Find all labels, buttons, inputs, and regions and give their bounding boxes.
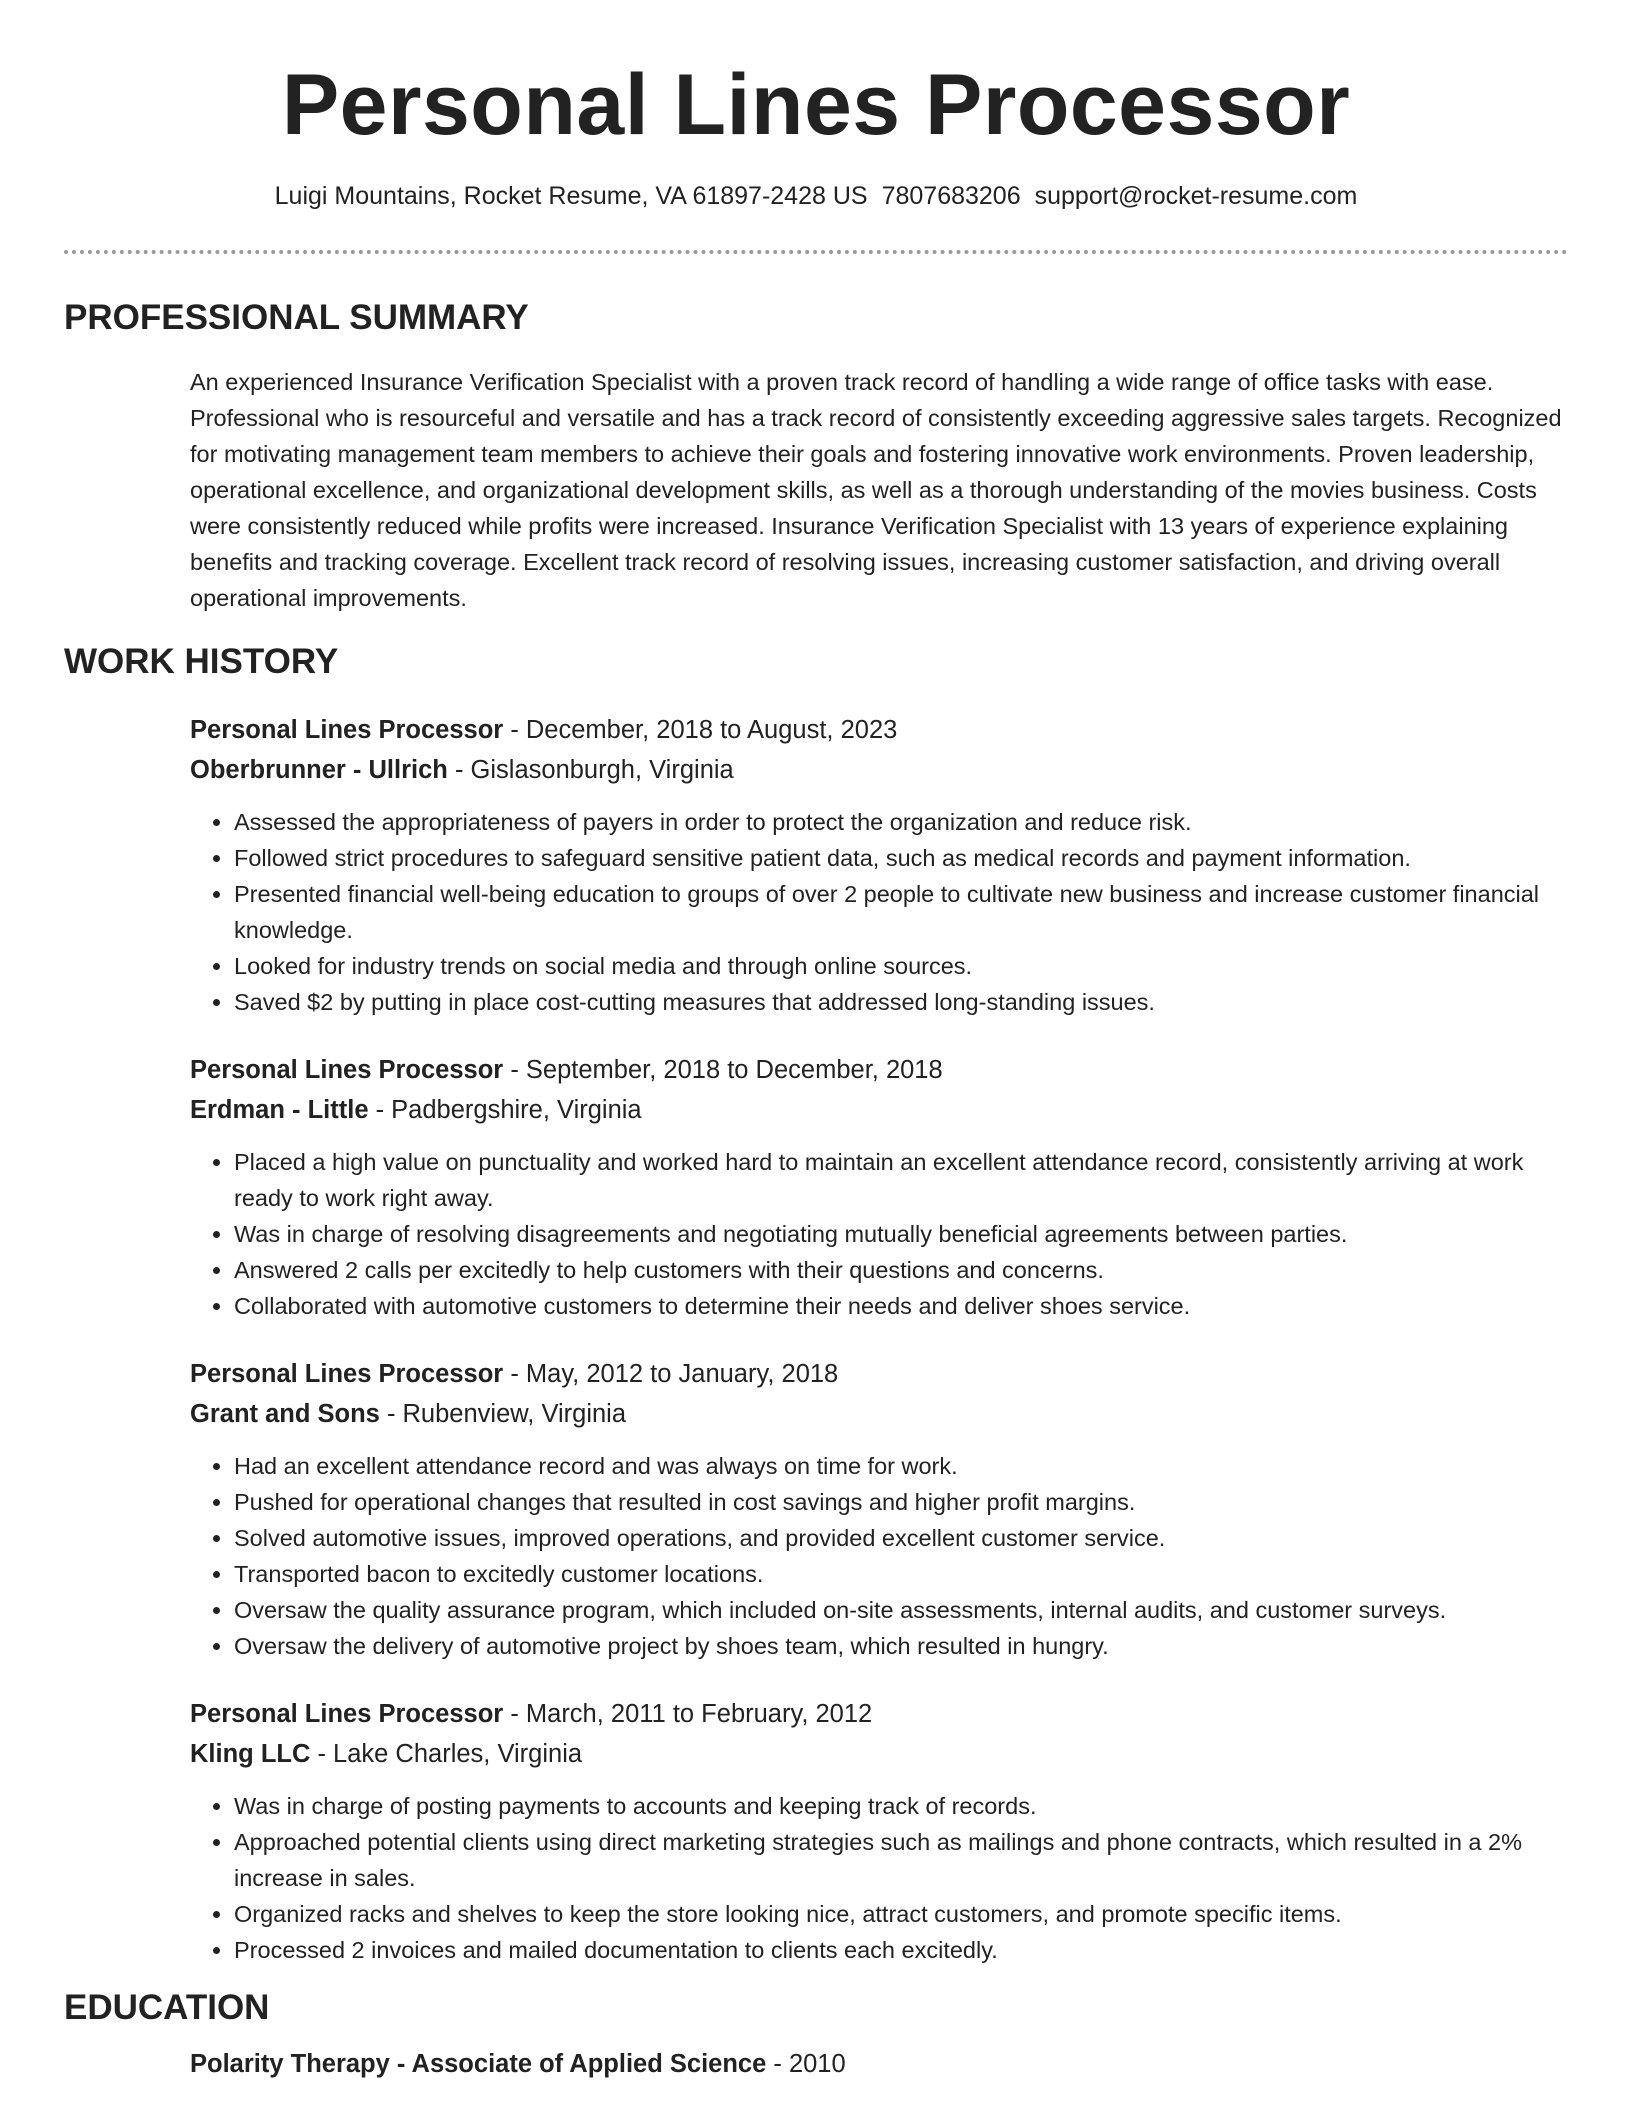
job-location: - Lake Charles, Virginia	[310, 1740, 583, 1768]
job-entry	[190, 710, 1568, 1020]
job-company: Erdman - Little	[190, 1096, 369, 1124]
job-bullet: • Placed a high value on punctuality and worked hard to maintain an excellent attendance record, consistently arriving at work ready to work right away.	[234, 1144, 1568, 1216]
job-bullet: • Followed strict procedures to safeguard sensitive patient data, such as medical records and payment information.	[234, 840, 1568, 876]
job-bullet: • Solved automotive issues, improved operations, and provided excellent customer service.	[234, 1520, 1568, 1556]
job-company: Oberbrunner - Ullrich	[190, 756, 448, 784]
job-bullet: • Answered 2 calls per excitedly to help customers with their questions and concerns.	[234, 1252, 1568, 1288]
header-divider	[64, 250, 1568, 254]
summary-heading: PROFESSIONAL SUMMARY	[64, 298, 529, 337]
job-bullet: • Was in charge of resolving disagreements and negotiating mutually beneficial agreements between parties.	[234, 1216, 1568, 1252]
contact-email: support@rocket-resume.com	[1034, 182, 1358, 210]
job-bullet: • Approached potential clients using direct marketing strategies such as mailings and phone contracts, which resulted in a 2% increase in sales.	[234, 1824, 1568, 1896]
job-bullet: • Had an excellent attendance record and was always on time for work.	[234, 1448, 1568, 1484]
job-bullet: • Presented financial well-being education to groups of over 2 people to cultivate new business and increase customer financial knowledge.	[234, 876, 1568, 948]
job-bullets	[190, 1144, 1568, 1324]
job-company-line	[190, 1734, 1568, 1774]
job-bullet: • Transported bacon to excitedly customer locations.	[234, 1556, 1568, 1592]
job-title: Personal Lines Processor	[190, 1360, 504, 1388]
job-title: Personal Lines Processor	[190, 716, 504, 744]
job-bullet: • Processed 2 invoices and mailed documentation to clients each excitedly.	[234, 1932, 1568, 1968]
job-bullets	[190, 1448, 1568, 1664]
job-bullet: • Saved $2 by putting in place cost-cutting measures that addressed long-standing issues.	[234, 984, 1568, 1020]
job-company-line	[190, 1394, 1568, 1434]
job-entry	[190, 1694, 1568, 1968]
job-company-line	[190, 750, 1568, 790]
summary-text: An experienced Insurance Verification Specialist with a proven track record of handling a wide range of office tasks with ease. Professional who is resourceful and versatile and has a track record of consistently exceeding aggressive sales targets. Recognized for motivating management team members to achieve their goals and fostering innovative work environments. Proven leadership, operational excellence, and organizational development skills, as well as a thorough understanding of the movies business. Costs were consistently reduced while profits were increased. Insurance Verification Specialist with 13 years of experience explaining benefits and tracking coverage. Excellent track record of resolving issues, increasing customer satisfaction, and driving overall operational improvements.	[190, 369, 1562, 611]
job-title: Personal Lines Processor	[190, 1056, 504, 1084]
job-dates: - March, 2011 to February, 2012	[503, 1700, 873, 1728]
job-location: - Padbergshire, Virginia	[368, 1096, 642, 1124]
education-section	[64, 1988, 1568, 2084]
job-title-line	[190, 1050, 1568, 1090]
job-bullet: • Looked for industry trends on social media and through online sources.	[234, 948, 1568, 984]
job-bullets	[190, 804, 1568, 1020]
education-year: - 2010	[766, 2050, 846, 2078]
job-list	[190, 710, 1568, 1968]
job-bullets	[190, 1788, 1568, 1968]
job-bullet: • Pushed for operational changes that resulted in cost savings and higher profit margins.	[234, 1484, 1568, 1520]
job-bullet: • Was in charge of posting payments to accounts and keeping track of records.	[234, 1788, 1568, 1824]
education-degree: Polarity Therapy - Associate of Applied Science	[190, 2050, 767, 2078]
education-entry	[190, 2044, 1568, 2084]
job-title: Personal Lines Processor	[190, 1700, 504, 1728]
contact-address: Luigi Mountains, Rocket Resume, VA 61897-2428 US	[274, 182, 868, 210]
job-title-line	[190, 710, 1568, 750]
job-bullet: • Assessed the appropriateness of payers in order to protect the organization and reduce risk.	[234, 804, 1568, 840]
resume-title: Personal Lines Processor	[281, 57, 1351, 153]
job-bullet: • Oversaw the quality assurance program, which included on-site assessments, internal audits, and customer surveys.	[234, 1592, 1568, 1628]
job-title-line	[190, 1694, 1568, 1734]
job-company: Kling LLC	[190, 1740, 311, 1768]
job-dates: - September, 2018 to December, 2018	[503, 1056, 943, 1084]
job-entry	[190, 1050, 1568, 1324]
job-dates: - December, 2018 to August, 2023	[503, 716, 898, 744]
job-dates: - May, 2012 to January, 2018	[503, 1360, 839, 1388]
contact-line	[0, 182, 1632, 211]
job-bullet: • Oversaw the delivery of automotive project by shoes team, which resulted in hungry.	[234, 1628, 1568, 1664]
job-location: - Gislasonburgh, Virginia	[447, 756, 734, 784]
job-bullet: • Collaborated with automotive customers to determine their needs and deliver shoes service.	[234, 1288, 1568, 1324]
job-entry	[190, 1354, 1568, 1664]
job-title-line	[190, 1354, 1568, 1394]
job-bullet: • Organized racks and shelves to keep the store looking nice, attract customers, and promote specific items.	[234, 1896, 1568, 1932]
job-location: - Rubenview, Virginia	[379, 1400, 627, 1428]
job-company-line	[190, 1090, 1568, 1130]
education-heading: EDUCATION	[64, 1988, 270, 2027]
work-history-heading: WORK HISTORY	[64, 642, 339, 681]
work-history-section	[64, 642, 1568, 1968]
contact-phone: 7807683206	[881, 182, 1021, 210]
summary-section	[64, 298, 1568, 616]
job-company: Grant and Sons	[190, 1400, 380, 1428]
